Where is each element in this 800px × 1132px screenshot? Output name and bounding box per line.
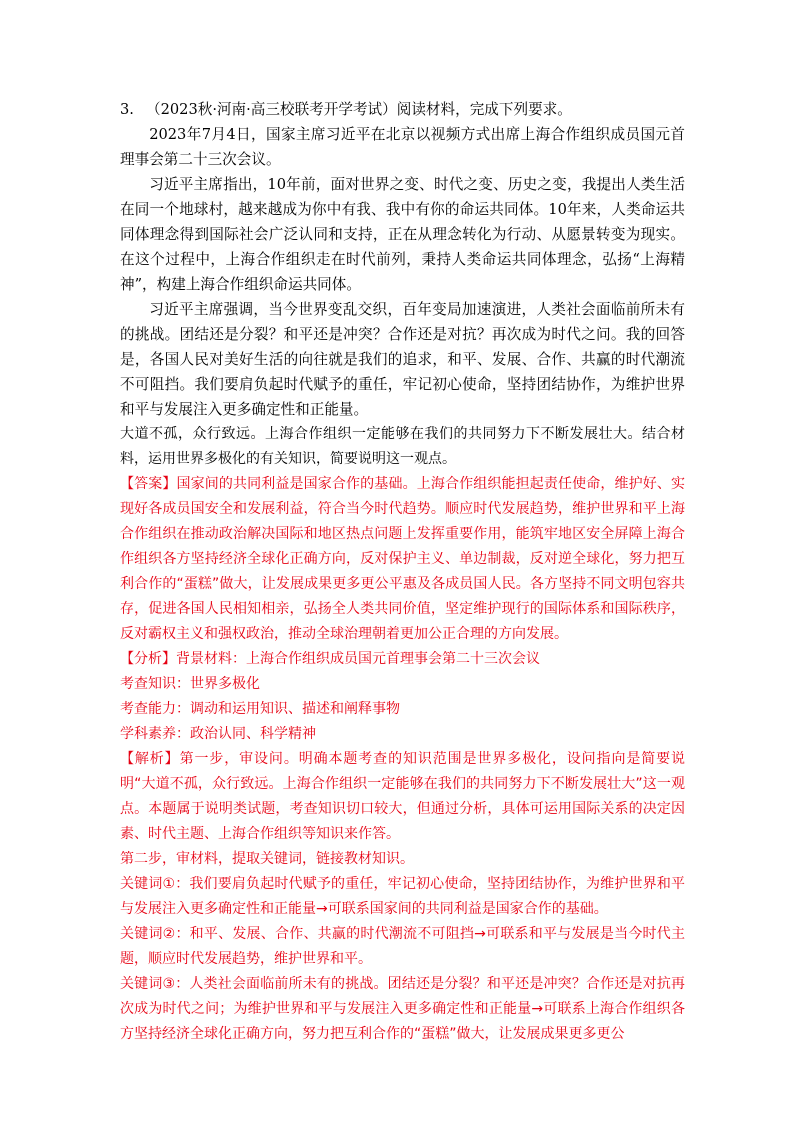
answer-tag: 【答案】 — [120, 476, 177, 492]
analysis-block — [120, 647, 685, 672]
keyword-3: 关键词③：人类社会面临前所未有的挑战。团结还是分裂？和平还是冲突？合作还是对抗再次成为时代之问；为维护世界和平与发展注入更多确定性和正能量→可联系上海合作组织各方坚持经济全球化正确方向，努力把互利合作的“蛋糕”做大，让发展成果更多更公 — [120, 976, 685, 1042]
keyword-2: 关键词②：和平、发展、合作、共赢的时代潮流不可阻挡→可联系和平与发展是当今时代主题，顺应时代发展趋势，维护世界和平。 — [120, 926, 685, 967]
material-paragraph-1: 2023年7月4日，国家主席习近平在北京以视频方式出席上海合作组织成员国元首理事会第二十三次会议。 — [120, 126, 685, 168]
material-paragraph-3: 习近平主席强调，当今世界变乱交织，百年变局加速演进，人类社会面临前所未有的挑战。团结还是分裂？和平还是冲突？合作还是对抗？再次成为时代之问。我的回答是，各国人民对美好生活的向往就是我们的追求，和平、发展、合作、共赢的时代潮流不可阻挡。我们要肩负起时代赋予的重任，牢记初心使命，坚持团结协作，为维护世界和平与发展注入更多确定性和正能量。 — [120, 301, 685, 418]
explanation-tag: 【解析】 — [120, 751, 180, 767]
explanation-step1: 第一步，审设问。明确本题考查的知识范围是世界多极化，设问指向是简要说明“大道不孤，众行致远。上海合作组织一定能够在我们的共同努力下不断发展壮大”这一观点。本题属于说明类试题，考查知识切口较大，但通过分析，具体可运用国际关系的决定因素、时代主题、上海合作组织等知识来作答。 — [120, 751, 686, 842]
question-header — [120, 97, 685, 122]
analysis-background: 背景材料：上海合作组织成员国元首理事会第二十三次会议 — [176, 651, 540, 667]
question-number: 3. — [120, 101, 134, 118]
answer-text: 国家间的共同利益是国家合作的基础。上海合作组织能担起责任使命，维护好、实现好各成员国安全和发展利益，符合当今时代趋势。顺应时代发展趋势，维护世界和平上海合作组织在推动政治解决国际和地区热点问题上发挥重要作用，能筑牢地区安全屏障上海合作组织各方坚持经济全球化正确方向，反对保护主义、单边制裁，反对逆全球化，努力把互利合作的“蛋糕”做大，让发展成果更多更公平惠及各成员国人民。各方坚持不同文明包容共存，促进各国人民相知相亲，弘扬全人类共同价值，坚定维护现行的国际体系和国际秩序，反对霸权主义和强权政治，推动全球治理朝着更加公正合理的方向发展。 — [120, 476, 686, 642]
keyword-1: 关键词①：我们要肩负起时代赋予的重任，牢记初心使命，坚持团结协作，为维护世界和平与发展注入更多确定性和正能量→可联系国家间的共同利益是国家合作的基础。 — [120, 876, 685, 917]
analysis-tag: 【分析】 — [120, 651, 176, 667]
analysis-ability: 考查能力：调动和运用知识、描述和阐释事物 — [120, 701, 400, 717]
answer-block — [120, 472, 685, 647]
explanation-block — [120, 747, 685, 847]
explanation-step2: 第二步，审材料，提取关键词，链接教材知识。 — [120, 851, 414, 867]
question-source: （2023秋·河南·高三校联考开学考试）阅读材料，完成下列要求。 — [146, 101, 572, 118]
analysis-knowledge: 考查知识：世界多极化 — [120, 676, 260, 692]
analysis-literacy: 学科素养：政治认同、科学精神 — [120, 726, 316, 742]
question-body — [120, 97, 685, 1047]
material-paragraph-2: 习近平主席指出，10年前，面对世界之变、时代之变、历史之变，我提出人类生活在同一个地球村，越来越成为你中有我、我中有你的命运共同体。10年来，人类命运共同体理念得到国际社会广泛认同和支持，正在从理念转化为行动、从愿景转变为现实。在这个过程中，上海合作组织走在时代前列，秉持人类命运共同体理念，弘扬“上海精神”，构建上海合作组织命运共同体。 — [120, 176, 685, 293]
question-prompt: 大道不孤，众行致远。上海合作组织一定能够在我们的共同努力下不断发展壮大。结合材料，运用世界多极化的有关知识，简要说明这一观点。 — [120, 426, 685, 467]
